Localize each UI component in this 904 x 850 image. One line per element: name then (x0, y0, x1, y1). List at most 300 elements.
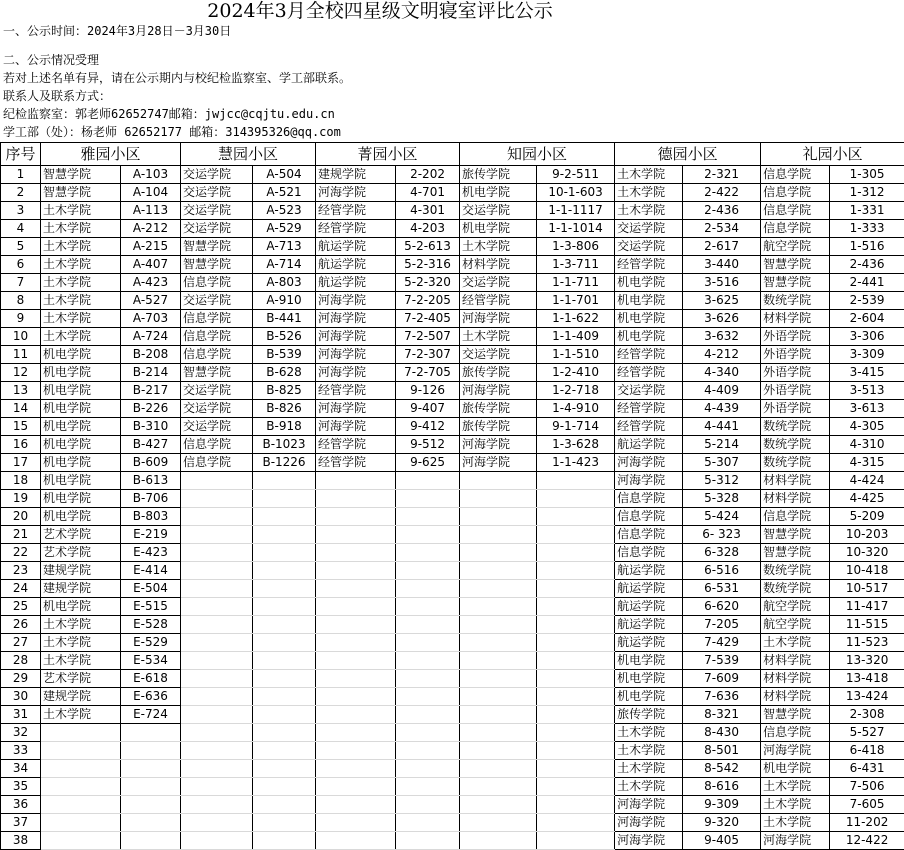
room-cell (253, 832, 316, 850)
college-cell: 机电学院 (41, 418, 121, 436)
college-cell (181, 580, 253, 598)
room-cell: 2-308 (830, 706, 904, 724)
room-cell: 3-516 (683, 274, 761, 292)
college-cell: 航运学院 (615, 598, 683, 616)
row-number: 38 (1, 832, 41, 850)
college-cell (316, 688, 396, 706)
college-cell: 交运学院 (181, 400, 253, 418)
room-cell (537, 688, 615, 706)
college-cell: 艺术学院 (41, 670, 121, 688)
room-cell (396, 814, 460, 832)
row-number: 10 (1, 328, 41, 346)
college-cell: 旅传学院 (615, 706, 683, 724)
college-cell: 交运学院 (460, 346, 537, 364)
room-cell (537, 706, 615, 724)
room-cell: E-219 (121, 526, 181, 544)
room-cell (537, 490, 615, 508)
college-cell: 建规学院 (316, 166, 396, 184)
college-cell (316, 508, 396, 526)
college-cell (181, 508, 253, 526)
row-number: 35 (1, 778, 41, 796)
room-cell (121, 742, 181, 760)
table-row (1, 670, 904, 688)
room-cell: 1-331 (830, 202, 904, 220)
room-cell (396, 652, 460, 670)
room-cell (537, 832, 615, 850)
room-cell: 4-424 (830, 472, 904, 490)
college-cell: 经管学院 (316, 220, 396, 238)
college-cell: 土木学院 (460, 238, 537, 256)
table-row (1, 346, 904, 364)
room-cell: B-803 (121, 508, 181, 526)
room-cell: 4-203 (396, 220, 460, 238)
room-cell (537, 472, 615, 490)
room-cell: 10-517 (830, 580, 904, 598)
college-cell: 数统学院 (761, 454, 830, 472)
college-cell (316, 634, 396, 652)
room-cell: 6-620 (683, 598, 761, 616)
college-cell: 河海学院 (460, 454, 537, 472)
college-cell (181, 688, 253, 706)
room-cell (253, 634, 316, 652)
room-cell: B-226 (121, 400, 181, 418)
college-cell (460, 472, 537, 490)
college-cell (181, 562, 253, 580)
room-cell: 7-205 (683, 616, 761, 634)
row-number: 12 (1, 364, 41, 382)
room-cell (121, 724, 181, 742)
college-cell: 信息学院 (181, 310, 253, 328)
room-cell: 4-340 (683, 364, 761, 382)
room-cell: 3-415 (830, 364, 904, 382)
room-cell: 4-301 (396, 202, 460, 220)
room-cell (537, 814, 615, 832)
room-cell (253, 760, 316, 778)
row-number: 20 (1, 508, 41, 526)
college-cell: 土木学院 (761, 814, 830, 832)
room-cell: 8-501 (683, 742, 761, 760)
room-cell: 10-418 (830, 562, 904, 580)
college-cell: 智慧学院 (181, 364, 253, 382)
college-cell (181, 742, 253, 760)
room-cell (253, 490, 316, 508)
college-cell: 河海学院 (316, 328, 396, 346)
college-cell (41, 814, 121, 832)
row-number: 30 (1, 688, 41, 706)
college-cell: 土木学院 (41, 652, 121, 670)
room-cell: 9-320 (683, 814, 761, 832)
college-cell (460, 814, 537, 832)
row-number: 6 (1, 256, 41, 274)
room-cell: 6-328 (683, 544, 761, 562)
college-cell: 土木学院 (761, 778, 830, 796)
room-cell: E-414 (121, 562, 181, 580)
room-cell: E-423 (121, 544, 181, 562)
college-cell: 交运学院 (181, 202, 253, 220)
college-cell: 智慧学院 (761, 274, 830, 292)
college-cell: 机电学院 (41, 382, 121, 400)
college-cell: 机电学院 (41, 472, 121, 490)
college-cell (316, 724, 396, 742)
room-cell: 8-321 (683, 706, 761, 724)
college-cell: 材料学院 (761, 310, 830, 328)
college-cell: 旅传学院 (460, 418, 537, 436)
room-cell: B-825 (253, 382, 316, 400)
district-header-huiyuan: 慧园小区 (181, 143, 316, 166)
room-cell (396, 742, 460, 760)
college-cell: 机电学院 (615, 670, 683, 688)
college-cell (316, 778, 396, 796)
room-cell: E-528 (121, 616, 181, 634)
room-cell (253, 598, 316, 616)
college-cell (316, 670, 396, 688)
college-cell: 交运学院 (615, 220, 683, 238)
room-cell: 1-1-510 (537, 346, 615, 364)
college-cell: 航空学院 (761, 238, 830, 256)
room-cell: 1-2-718 (537, 382, 615, 400)
room-cell: B-706 (121, 490, 181, 508)
room-cell: 10-320 (830, 544, 904, 562)
college-cell: 外语学院 (761, 328, 830, 346)
college-cell (316, 580, 396, 598)
district-header-zhiyuan: 知园小区 (460, 143, 615, 166)
room-cell: A-521 (253, 184, 316, 202)
room-cell: A-910 (253, 292, 316, 310)
room-cell: 2-539 (830, 292, 904, 310)
college-cell: 航运学院 (615, 562, 683, 580)
college-cell: 土木学院 (41, 310, 121, 328)
room-cell: 3-513 (830, 382, 904, 400)
room-cell: E-618 (121, 670, 181, 688)
college-cell: 机电学院 (761, 760, 830, 778)
college-cell: 河海学院 (761, 742, 830, 760)
college-cell: 经管学院 (316, 454, 396, 472)
college-cell (316, 562, 396, 580)
college-cell: 航运学院 (316, 256, 396, 274)
college-cell: 建规学院 (41, 562, 121, 580)
college-cell (460, 526, 537, 544)
college-cell: 材料学院 (761, 670, 830, 688)
room-cell: A-104 (121, 184, 181, 202)
room-cell: 1-1-1014 (537, 220, 615, 238)
college-cell: 河海学院 (615, 472, 683, 490)
college-cell: 土木学院 (41, 634, 121, 652)
college-cell (460, 706, 537, 724)
college-cell: 智慧学院 (761, 706, 830, 724)
room-cell: 5-312 (683, 472, 761, 490)
college-cell: 数统学院 (761, 418, 830, 436)
college-cell: 河海学院 (615, 454, 683, 472)
room-cell: 2-436 (683, 202, 761, 220)
college-cell (316, 796, 396, 814)
room-cell: 1-1-622 (537, 310, 615, 328)
college-cell: 外语学院 (761, 382, 830, 400)
college-cell: 土木学院 (615, 184, 683, 202)
college-cell: 旅传学院 (460, 400, 537, 418)
table-row (1, 706, 904, 724)
row-number: 5 (1, 238, 41, 256)
room-cell: A-103 (121, 166, 181, 184)
room-cell: 6-516 (683, 562, 761, 580)
row-number: 19 (1, 490, 41, 508)
room-cell: 5-214 (683, 436, 761, 454)
room-cell: 5-527 (830, 724, 904, 742)
table-row (1, 580, 904, 598)
notice-objection-text: 若对上述名单有异，请在公示期内与校纪检监察室、学工部联系。 (3, 69, 351, 87)
room-cell (253, 472, 316, 490)
college-cell: 河海学院 (460, 310, 537, 328)
college-cell (460, 580, 537, 598)
room-cell: B-1226 (253, 454, 316, 472)
table-header-row (1, 143, 904, 166)
room-cell (537, 634, 615, 652)
college-cell: 数统学院 (761, 292, 830, 310)
room-cell: A-527 (121, 292, 181, 310)
college-cell: 交运学院 (181, 220, 253, 238)
room-cell: B-427 (121, 436, 181, 454)
room-cell: 11-202 (830, 814, 904, 832)
table-row (1, 292, 904, 310)
college-cell: 河海学院 (316, 364, 396, 382)
room-cell: 8-430 (683, 724, 761, 742)
room-cell (253, 814, 316, 832)
room-cell (396, 562, 460, 580)
college-cell: 河海学院 (316, 400, 396, 418)
row-number: 29 (1, 670, 41, 688)
room-cell: 9-405 (683, 832, 761, 850)
college-cell: 经管学院 (615, 418, 683, 436)
room-cell: 5-328 (683, 490, 761, 508)
college-cell: 土木学院 (41, 238, 121, 256)
room-cell: 4-212 (683, 346, 761, 364)
room-cell (121, 832, 181, 850)
room-cell: 4-409 (683, 382, 761, 400)
college-cell: 建规学院 (41, 580, 121, 598)
college-cell: 交运学院 (181, 292, 253, 310)
college-cell: 交运学院 (460, 274, 537, 292)
room-cell (537, 670, 615, 688)
room-cell (121, 796, 181, 814)
college-cell (460, 670, 537, 688)
room-cell: E-724 (121, 706, 181, 724)
room-cell (537, 580, 615, 598)
room-cell: 3-626 (683, 310, 761, 328)
room-cell: 7-2-307 (396, 346, 460, 364)
room-cell: 12-422 (830, 832, 904, 850)
college-cell (41, 724, 121, 742)
college-cell: 土木学院 (615, 778, 683, 796)
table-row (1, 202, 904, 220)
college-cell: 数统学院 (761, 436, 830, 454)
room-cell: 1-1-711 (537, 274, 615, 292)
college-cell: 信息学院 (761, 220, 830, 238)
college-cell: 河海学院 (615, 832, 683, 850)
room-cell (537, 760, 615, 778)
table-row (1, 688, 904, 706)
college-cell: 建规学院 (41, 688, 121, 706)
college-cell: 土木学院 (615, 166, 683, 184)
room-cell (537, 544, 615, 562)
row-number: 13 (1, 382, 41, 400)
room-cell: 1-1-701 (537, 292, 615, 310)
college-cell: 土木学院 (41, 706, 121, 724)
college-cell: 土木学院 (615, 742, 683, 760)
room-cell (121, 778, 181, 796)
college-cell: 旅传学院 (460, 166, 537, 184)
room-cell (396, 670, 460, 688)
room-cell (396, 706, 460, 724)
college-cell (316, 742, 396, 760)
college-cell: 经管学院 (316, 382, 396, 400)
room-cell (396, 508, 460, 526)
college-cell: 土木学院 (41, 202, 121, 220)
room-cell: 7-636 (683, 688, 761, 706)
college-cell (41, 778, 121, 796)
room-cell: E-534 (121, 652, 181, 670)
room-cell: 2-534 (683, 220, 761, 238)
row-number: 26 (1, 616, 41, 634)
room-cell (121, 814, 181, 832)
college-cell: 航空学院 (761, 616, 830, 634)
college-cell: 河海学院 (316, 418, 396, 436)
table-row (1, 436, 904, 454)
room-cell: 4-441 (683, 418, 761, 436)
table-row (1, 472, 904, 490)
row-number: 28 (1, 652, 41, 670)
room-cell: B-628 (253, 364, 316, 382)
room-cell: 1-3-711 (537, 256, 615, 274)
college-cell: 航运学院 (615, 634, 683, 652)
row-number: 17 (1, 454, 41, 472)
room-cell (253, 796, 316, 814)
room-cell (253, 580, 316, 598)
college-cell: 河海学院 (316, 184, 396, 202)
room-cell: 6- 323 (683, 526, 761, 544)
dorm-table (0, 142, 904, 850)
college-cell (460, 778, 537, 796)
college-cell: 经管学院 (615, 364, 683, 382)
room-cell (537, 796, 615, 814)
room-cell: 7-539 (683, 652, 761, 670)
room-cell: A-724 (121, 328, 181, 346)
college-cell: 河海学院 (615, 796, 683, 814)
room-cell (396, 760, 460, 778)
row-number: 23 (1, 562, 41, 580)
college-cell (181, 598, 253, 616)
college-cell (316, 706, 396, 724)
room-cell: 9-407 (396, 400, 460, 418)
room-cell (537, 652, 615, 670)
room-cell: 2-436 (830, 256, 904, 274)
room-cell: 13-424 (830, 688, 904, 706)
college-cell: 土木学院 (41, 256, 121, 274)
room-cell: 6-418 (830, 742, 904, 760)
room-cell: 4-425 (830, 490, 904, 508)
row-number: 18 (1, 472, 41, 490)
room-cell: 7-2-405 (396, 310, 460, 328)
room-cell (253, 526, 316, 544)
room-cell: 1-333 (830, 220, 904, 238)
college-cell: 土木学院 (615, 724, 683, 742)
row-number: 34 (1, 760, 41, 778)
college-cell: 土木学院 (41, 616, 121, 634)
college-cell: 河海学院 (316, 346, 396, 364)
room-cell: 1-3-628 (537, 436, 615, 454)
room-cell: 10-1-603 (537, 184, 615, 202)
college-cell: 土木学院 (761, 634, 830, 652)
college-cell: 信息学院 (615, 526, 683, 544)
college-cell: 机电学院 (41, 598, 121, 616)
room-cell: 1-1-409 (537, 328, 615, 346)
room-cell (396, 688, 460, 706)
notice-contact-heading: 联系人及联系方式： (3, 87, 111, 105)
college-cell: 河海学院 (316, 310, 396, 328)
room-cell: 5-424 (683, 508, 761, 526)
room-cell: 9-512 (396, 436, 460, 454)
college-cell: 外语学院 (761, 400, 830, 418)
college-cell: 信息学院 (761, 508, 830, 526)
college-cell: 机电学院 (41, 436, 121, 454)
room-cell (537, 508, 615, 526)
row-number: 32 (1, 724, 41, 742)
room-cell: 1-1-1117 (537, 202, 615, 220)
room-cell: 3-625 (683, 292, 761, 310)
room-cell: 7-609 (683, 670, 761, 688)
room-cell: A-504 (253, 166, 316, 184)
room-cell: B-217 (121, 382, 181, 400)
college-cell: 机电学院 (41, 364, 121, 382)
room-cell: 3-440 (683, 256, 761, 274)
room-cell: 1-305 (830, 166, 904, 184)
room-cell: A-713 (253, 238, 316, 256)
table-row (1, 310, 904, 328)
college-cell: 交运学院 (460, 202, 537, 220)
college-cell (181, 796, 253, 814)
room-cell: 11-515 (830, 616, 904, 634)
college-cell (460, 544, 537, 562)
college-cell: 土木学院 (460, 328, 537, 346)
college-cell: 机电学院 (41, 508, 121, 526)
college-cell: 机电学院 (615, 310, 683, 328)
room-cell: B-208 (121, 346, 181, 364)
row-number: 21 (1, 526, 41, 544)
table-row (1, 796, 904, 814)
room-cell: 1-1-423 (537, 454, 615, 472)
room-cell: A-407 (121, 256, 181, 274)
college-cell: 信息学院 (181, 346, 253, 364)
room-cell: 5-2-316 (396, 256, 460, 274)
table-row (1, 256, 904, 274)
table-row (1, 724, 904, 742)
room-cell (396, 634, 460, 652)
room-cell: 2-422 (683, 184, 761, 202)
row-number: 24 (1, 580, 41, 598)
table-row (1, 184, 904, 202)
room-cell (396, 598, 460, 616)
college-cell: 外语学院 (761, 364, 830, 382)
table-row (1, 508, 904, 526)
room-cell (396, 544, 460, 562)
college-cell: 信息学院 (615, 544, 683, 562)
college-cell: 河海学院 (316, 292, 396, 310)
room-cell: B-539 (253, 346, 316, 364)
room-cell: 9-2-511 (537, 166, 615, 184)
district-header-liyuan: 礼园小区 (761, 143, 904, 166)
college-cell: 机电学院 (615, 292, 683, 310)
college-cell (181, 616, 253, 634)
college-cell: 航空学院 (761, 598, 830, 616)
room-cell: A-529 (253, 220, 316, 238)
